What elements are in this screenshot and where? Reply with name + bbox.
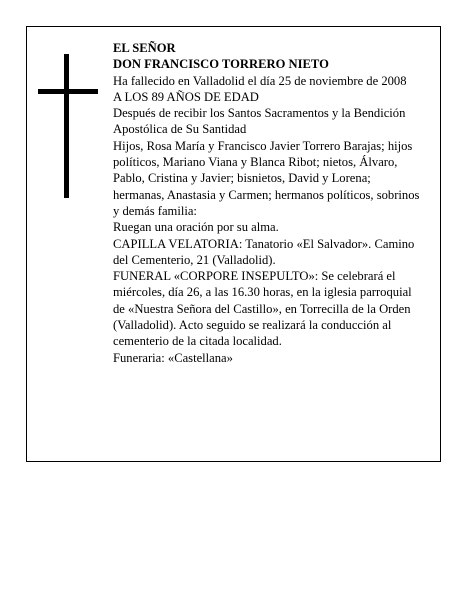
sacraments-statement: Después de recibir los Santos Sacramentos y la Bendición Apostólica de Su Santidad <box>113 106 406 137</box>
chapel-info: CAPILLA VELATORIA: Tanatorio «El Salvador». Camino del Cementerio, 21 (Valladolid). <box>113 236 415 267</box>
cross-icon <box>38 54 98 198</box>
deceased-name: DON FRANCISCO TORRERO NIETO <box>113 57 329 72</box>
obituary-text <box>113 40 425 366</box>
cross-horizontal-bar <box>38 89 98 94</box>
family-list: Hijos, Rosa María y Francisco Javier Torrero Barajas; hijos políticos, Mariano Viana y Blanca Ribot; nietos, Álvaro, Pablo, Cristina y Javier; bisnietos, David y Lorena; hermanas, Anastasia y Carmen; hermanos políticos, sobrinos y demás familia: <box>113 138 420 218</box>
prayer-request: Ruegan una oración por su alma. <box>113 220 279 235</box>
age-statement: A LOS 89 AÑOS DE EDAD <box>113 89 259 104</box>
heading: EL SEÑOR <box>113 41 176 55</box>
death-statement: Ha fallecido en Valladolid el día 25 de noviembre de 2008 <box>113 73 407 88</box>
funeral-info: FUNERAL «CORPORE INSEPULTO»: Se celebrará el miércoles, día 26, a las 16.30 horas, en la iglesia parroquial de «Nuestra Señora del Castillo», en Torrecilla de la Orden (Valladolid). Acto seguido se realizará la conducción al cementerio de la citada localidad. <box>113 269 412 349</box>
cross-vertical-bar <box>64 54 69 198</box>
funeral-home: Funeraria: «Castellana» <box>113 350 233 365</box>
